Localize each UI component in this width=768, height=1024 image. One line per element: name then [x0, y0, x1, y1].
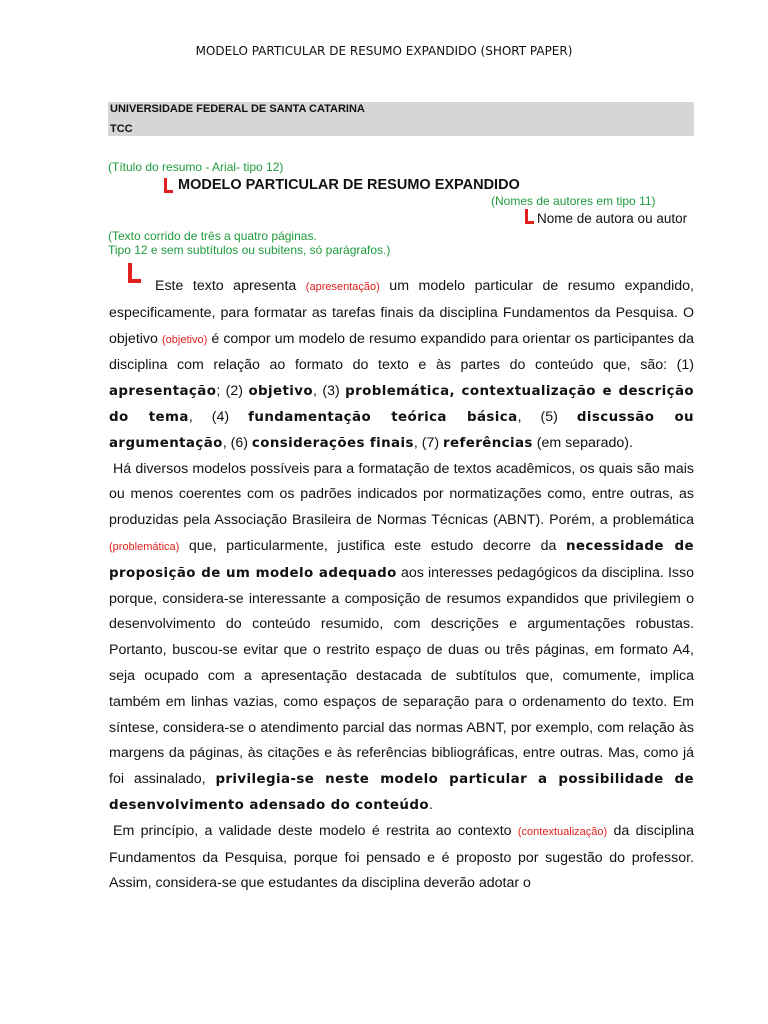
paragraph: Este texto apresenta (apresentação) um modelo particular de resumo expandido, especificamente, para formatar as tarefas finais da disciplina Fundamentos da Pesquisa. O objetivo (objetivo) é compor um modelo de resumo expandido para orientar os participantes da disciplina com relação ao formato do texto e às partes do conteúdo que, são: (1) apresentação; (2) objetivo, (3) problemática, contextualização e descrição do tema, (4) fundamentação teórica básica, (5) discussão ou argumentação, (6) considerações finais, (7) referências (em separado).: [109, 278, 695, 451]
institution-header: [108, 102, 694, 136]
author-name: Nome de autora ou autor: [537, 211, 688, 226]
bold-term: fundamentação teórica básica: [248, 409, 518, 425]
bold-term: objetivo: [248, 384, 314, 400]
section-tag: (objetivo): [162, 333, 208, 346]
title-format-note: (Título do resumo - Arial- tipo 12): [108, 160, 284, 174]
bold-term: discussão ou argumentação: [109, 409, 694, 451]
red-hook-arrow-icon: [164, 178, 173, 193]
red-hook-arrow-icon: [525, 209, 534, 224]
page-title: MODELO PARTICULAR DE RESUMO EXPANDIDO (SHORT PAPER): [195, 44, 573, 58]
section-tag: (apresentação): [305, 281, 380, 293]
paragraph: Em princípio, a validade deste modelo é restrita ao contexto (contextualização) da disciplina Fundamentos da Pesquisa, porque foi pensado e é proposto por sugestão do professor. Assim, considera-se que estudantes da disciplina deverão adotar o: [109, 822, 694, 892]
bold-term: considerações finais: [251, 435, 414, 451]
text-format-note-line: (Texto corrido de três a quatro páginas.: [108, 229, 317, 243]
section-tag: (problemática): [109, 540, 180, 553]
bold-term: referências: [443, 435, 533, 451]
bold-term: problemática, contextualização e descrição do tema: [109, 384, 694, 425]
institution-name: UNIVERSIDADE FEDERAL DE SANTA CATARINA: [110, 103, 365, 115]
bold-term: apresentação: [109, 384, 217, 400]
text-format-note: [108, 229, 390, 257]
paragraph: Há diversos modelos possíveis para a formatação de textos acadêmicos, os quais são mais ou menos coerentes com os padrões indicados por normatizações como, entre outras, as produzidas pela Associação Brasileira de Normas Técnicas (ABNT). Porém, a problemática (problemática) que, particularmente, justifica este estudo decorre da necessidade de proposição de um modelo adequado aos interesses pedagógicos da disciplina. Isso porque, considera-se interessante a composição de resumos expandidos que privilegiem o desenvolvimento do conteúdo resumido, com descrições e argumentações robustas. Portanto, buscou-se evitar que o restrito espaço de duas ou três páginas, em formato A4, seja ocupado com a apresentação destacada de subtítulos que, comumente, implica também em linhas vazias, como espaços de separação para o ordenamento do texto. Em síntese, considera-se o atendimento parcial das normas ABNT, por exemplo, com relação às margens da páginas, às citações e às referências bibliográficas, entre outras. Mas, como já foi assinalado, privilegia-se neste modelo particular a possibilidade de desenvolvimento adensado do conteúdo.: [109, 460, 695, 813]
course-label: TCC: [110, 123, 133, 135]
authors-format-note: (Nomes de autores em tipo 11): [491, 194, 656, 208]
bold-term: privilegia-se neste modelo particular a possibilidade de desenvolvimento adensado do conteúdo: [109, 772, 694, 813]
bold-term: necessidade de proposição de um modelo adequado: [109, 538, 694, 581]
resumo-title: MODELO PARTICULAR DE RESUMO EXPANDIDO: [178, 177, 520, 193]
body-text: [109, 274, 694, 897]
text-format-note-line: Tipo 12 e sem subtítulos ou subitens, só parágrafos.): [108, 243, 391, 257]
section-tag: (contextualização): [517, 825, 608, 838]
